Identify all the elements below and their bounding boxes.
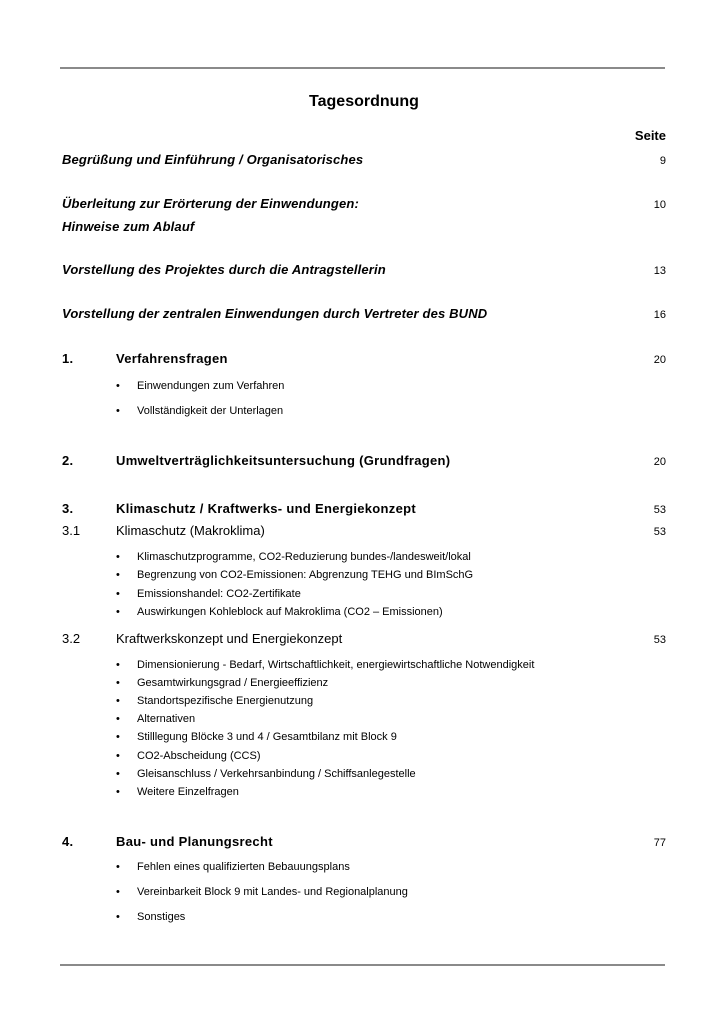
section-3-1-bullet: • Klimaschutzprogramme, CO2-Reduzierung bundes-/landesweit/lokal xyxy=(116,551,471,563)
bottom-rule xyxy=(60,964,665,966)
intro-item-3: Vorstellung des Projektes durch die Antragstellerin xyxy=(62,262,386,277)
section-3-2-bullet: • Gleisanschluss / Verkehrsanbindung / Schiffsanlegestelle xyxy=(116,768,416,780)
section-1-title: Verfahrensfragen xyxy=(116,351,228,366)
section-3-title: Klimaschutz / Kraftwerks- und Energiekonzept xyxy=(116,501,416,516)
section-3-1-title: Klimaschutz (Makroklima) xyxy=(116,523,265,538)
section-3-2-page: 53 xyxy=(653,634,666,646)
section-3-page: 53 xyxy=(653,504,666,516)
section-3-2-bullet: • Dimensionierung - Bedarf, Wirtschaftlichkeit, energiewirtschaftliche Notwendigkeit xyxy=(116,659,535,671)
section-1-bullet: • Einwendungen zum Verfahren xyxy=(116,380,285,392)
section-2-title: Umweltverträglichkeitsuntersuchung (Grundfragen) xyxy=(116,453,451,468)
section-3-2-bullet: • Stilllegung Blöcke 3 und 4 / Gesamtbilanz mit Block 9 xyxy=(116,731,397,743)
intro-item-1: Begrüßung und Einführung / Organisatorisches xyxy=(62,152,364,167)
section-3-2-bullet: • Gesamtwirkungsgrad / Energieeffizienz xyxy=(116,677,329,689)
section-3-1-bullet: • Emissionshandel: CO2-Zertifikate xyxy=(116,588,301,600)
section-3-1-bullet: • Begrenzung von CO2-Emissionen: Abgrenzung TEHG und BImSchG xyxy=(116,569,474,581)
top-rule xyxy=(60,67,665,69)
section-3-2-title: Kraftwerkskonzept und Energiekonzept xyxy=(116,631,343,646)
section-4-number: 4. xyxy=(62,834,74,849)
section-3-1-bullet: • Auswirkungen Kohleblock auf Makroklima (CO2 – Emissionen) xyxy=(116,606,443,618)
section-1-page: 20 xyxy=(653,354,666,366)
section-3-2-bullet: • CO2-Abscheidung (CCS) xyxy=(116,750,261,762)
section-3-2-number: 3.2 xyxy=(62,631,81,646)
section-4-page: 77 xyxy=(653,837,666,849)
section-2-number: 2. xyxy=(62,453,74,468)
section-3-2-bullet: • Weitere Einzelfragen xyxy=(116,786,239,798)
section-1-number: 1. xyxy=(62,351,74,366)
intro-item-1-page: 9 xyxy=(659,155,666,167)
section-4-title: Bau- und Planungsrecht xyxy=(116,834,273,849)
section-2-page: 20 xyxy=(653,456,666,468)
intro-item-4: Vorstellung der zentralen Einwendungen durch Vertreter des BUND xyxy=(62,306,488,321)
intro-item-4-page: 16 xyxy=(653,309,666,321)
section-3-2-bullet: • Standortspezifische Energienutzung xyxy=(116,695,314,707)
section-4-bullet: • Vereinbarkeit Block 9 mit Landes- und Regionalplanung xyxy=(116,886,408,898)
section-1-bullet: • Vollständigkeit der Unterlagen xyxy=(116,405,284,417)
section-3-2-bullet: • Alternativen xyxy=(116,713,196,725)
section-4-bullet: • Sonstiges xyxy=(116,911,186,923)
intro-item-2-page: 10 xyxy=(653,199,666,211)
intro-item-2: Überleitung zur Erörterung der Einwendungen: xyxy=(62,196,359,211)
section-3-1-page: 53 xyxy=(653,526,666,538)
intro-item-2-line-2: Hinweise zum Ablauf xyxy=(62,219,195,234)
page-column-header: Seite xyxy=(634,128,666,143)
page-title: Tagesordnung xyxy=(309,93,419,110)
section-3-number: 3. xyxy=(62,501,74,516)
section-3-1-number: 3.1 xyxy=(62,523,81,538)
section-4-bullet: • Fehlen eines qualifizierten Bebauungsplans xyxy=(116,861,350,873)
intro-item-3-page: 13 xyxy=(653,265,666,277)
